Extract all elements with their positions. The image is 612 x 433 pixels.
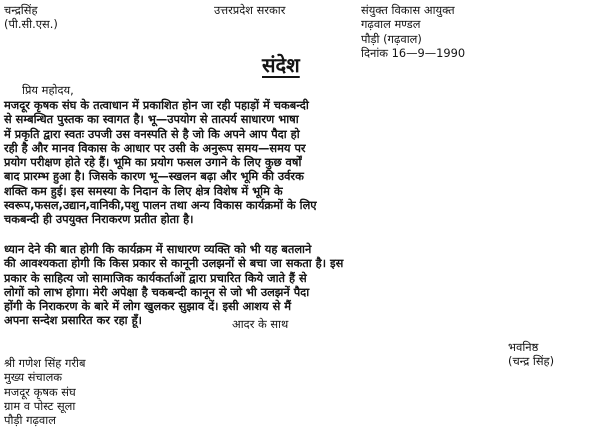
addressee-line: मुख्य संचालक bbox=[4, 370, 63, 385]
closing-regards: आदर के साथ bbox=[232, 317, 289, 331]
paragraph-line: रही है और मानव विकास के आधार पर उसी के अनुरूप समय—समय पर bbox=[4, 140, 306, 155]
sender-name: चन्द्रसिंह bbox=[4, 3, 38, 17]
government-label: उत्तरप्रदेश सरकार bbox=[214, 3, 286, 17]
paragraph-line: बाद प्रारम्भ हुआ है। जिसके कारण भू—स्खलन बढ़ा और भूमि की उर्वरक bbox=[4, 169, 304, 184]
office-division: गढ़वाल मण्डल bbox=[361, 17, 421, 32]
office-designation: संयुक्त विकास आयुक्त bbox=[361, 3, 455, 17]
paragraph-line: की आवश्यकता होगी कि किस प्रकार से कानूनी उलझनों से बचा जा सकता है। इस bbox=[4, 256, 344, 271]
paragraph-line: प्रयोग परीक्षण होते रहे हैं। भूमि का प्रयोग फसल उगाने के लिए कुछ वर्षों bbox=[4, 155, 302, 170]
addressee-block bbox=[4, 356, 86, 427]
office-block bbox=[361, 4, 465, 61]
paragraph-line: स्वरूप,फसल,उद्यान,वानिकी,पशु पालन तथा अन्य विकास कार्यक्रमों के लिए bbox=[4, 198, 317, 213]
paragraph-line: से सम्बन्धित पुस्तक का स्वागत है। भू—उपयोग से तात्पर्य साधारण भाषा bbox=[4, 112, 299, 127]
signature-line: भवनिष्ठ bbox=[508, 340, 539, 354]
office-city: पौड़ी (गढ़वाल) bbox=[361, 31, 422, 46]
addressee-line: श्री गणेश सिंह गरीब bbox=[4, 356, 86, 370]
sender-block bbox=[4, 4, 58, 33]
paragraph-line: में प्रकृति द्वारा स्वतः उपजी उस वनस्पति से है जो कि अपने आप पैदा हो bbox=[4, 126, 300, 141]
sender-service: (पी.सी.एस.) bbox=[4, 17, 58, 32]
signature-name: (चन्द्र सिंह) bbox=[508, 354, 555, 369]
salutation: प्रिय महोदय, bbox=[22, 83, 74, 97]
paragraph-line: शक्ति कम हुई। इस समस्या के निदान के लिए क्षेत्र विशेष में भूमि के bbox=[4, 183, 283, 198]
paragraph-2 bbox=[4, 242, 588, 331]
signature-block bbox=[508, 340, 554, 369]
paragraph-line: अपना सन्देश प्रसारित कर रहा हूँ। bbox=[4, 313, 142, 328]
government-name bbox=[214, 4, 285, 18]
paragraph-line: चकबन्दी ही उपयुक्त निराकरण प्रतीत होता है। bbox=[4, 212, 194, 227]
addressee-line: पौड़ी गढ़वाल bbox=[4, 413, 56, 428]
paragraph-line: लोगों को लाभ होगा। मेरी अपेक्षा है चकबन्दी कानून से जो भी उलझनें पैदा bbox=[4, 284, 310, 299]
paragraph-line: होंगी के निराकरण के बारे में लोग खुलकर सुझाव दें। इसी आशय से मैं bbox=[4, 299, 292, 314]
addressee-line: ग्राम व पोस्ट सूला bbox=[4, 398, 76, 413]
letter-date: दिनांक 16—9—1990 bbox=[361, 45, 466, 60]
paragraph-line: ध्यान देने की बात होगी कि कार्यक्रम में साधारण व्यक्ति को भी यह बतलाने bbox=[4, 242, 312, 256]
paragraph-line: प्रकार के साहित्य जो सामाजिक कार्यकर्ताओं द्वारा प्रचारित किये जाते हैं से bbox=[4, 270, 307, 285]
paragraph-line: मजदूर कृषक संघ के तत्वाधान में प्रकाशित होन जा रही पहाड़ों में चकबन्दी bbox=[4, 98, 309, 112]
page-title: संदेश bbox=[262, 53, 300, 77]
paragraph-1 bbox=[4, 98, 588, 227]
addressee-line: मजदूर कृषक संघ bbox=[4, 384, 76, 399]
